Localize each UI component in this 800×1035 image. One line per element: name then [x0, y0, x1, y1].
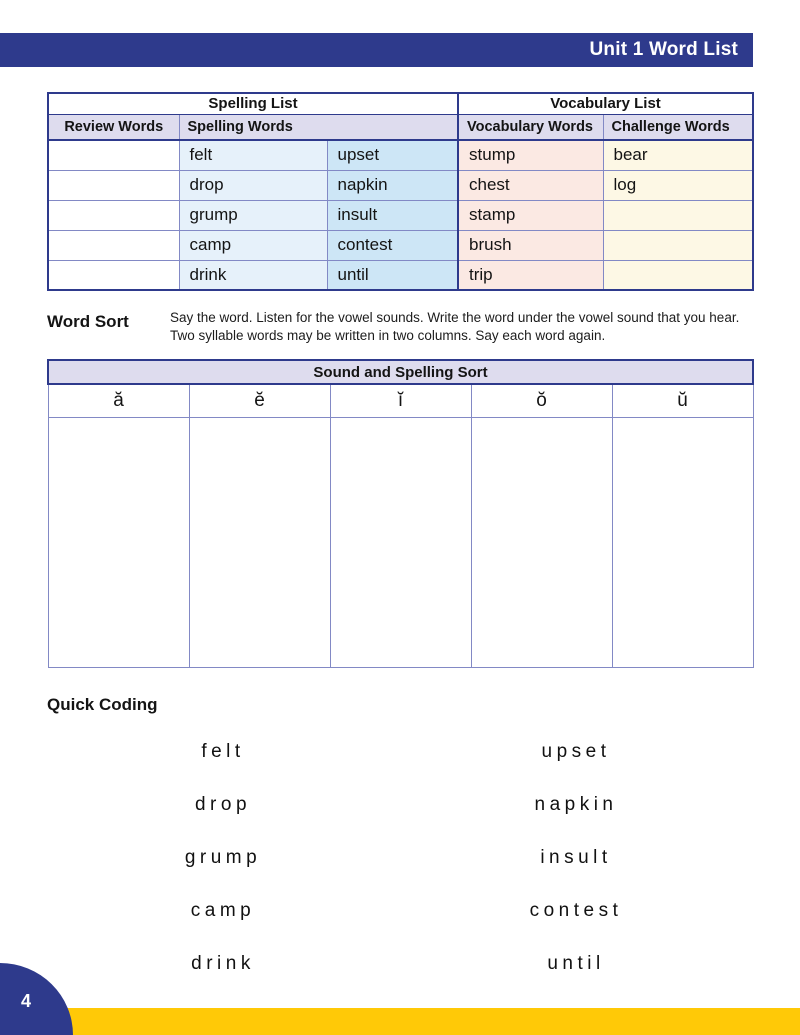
- challenge-word-cell: [603, 230, 753, 260]
- vocabulary-word-cell: chest: [458, 170, 603, 200]
- sort-vowel-row: [48, 384, 753, 417]
- sort-table-title: Sound and Spelling Sort: [48, 360, 753, 384]
- quick-coding-word: camp: [190, 900, 256, 921]
- quick-coding-row: [0, 900, 800, 924]
- table-row: [48, 200, 753, 230]
- spelling-words-header: Spelling Words: [179, 114, 458, 140]
- table-row: [48, 140, 753, 170]
- unit-title-banner: [0, 33, 753, 67]
- instruction-line: Two syllable words may be written in two columns. Say each word again.: [170, 327, 606, 343]
- page-title: Unit 1 Word List: [589, 39, 738, 60]
- vowel-header-o: ŏ: [471, 384, 612, 417]
- spelling-word-cell: drink: [179, 260, 327, 290]
- spelling-word-cell: napkin: [327, 170, 458, 200]
- review-cell: [48, 260, 179, 290]
- word-list-table: [47, 92, 754, 291]
- review-words-header: Review Words: [48, 114, 179, 140]
- review-cell: [48, 170, 179, 200]
- vocabulary-list-header: Vocabulary List: [458, 93, 753, 114]
- word-sort-instructions: [170, 309, 760, 344]
- challenge-word-cell: log: [603, 170, 753, 200]
- sort-write-area: [471, 417, 612, 667]
- page-number: 4: [21, 991, 32, 1011]
- quick-coding-heading: Quick Coding: [47, 695, 158, 714]
- sound-spelling-sort-table: [47, 359, 754, 668]
- word-sort-heading: Word Sort: [47, 312, 129, 331]
- sort-title-row: [48, 360, 753, 384]
- review-cell: [48, 140, 179, 170]
- quick-coding-word: upset: [541, 741, 611, 762]
- sort-write-area: [612, 417, 753, 667]
- sort-write-area: [189, 417, 330, 667]
- footer-accent-bar: [0, 1008, 800, 1035]
- sort-write-area: [330, 417, 471, 667]
- spelling-word-cell: insult: [327, 200, 458, 230]
- vowel-header-u: ŭ: [612, 384, 753, 417]
- spelling-word-cell: felt: [179, 140, 327, 170]
- quick-coding-row: [0, 847, 800, 871]
- quick-coding-word: napkin: [534, 794, 618, 815]
- quick-coding-word: felt: [201, 741, 245, 762]
- spelling-word-cell: contest: [327, 230, 458, 260]
- sort-body-row: [48, 417, 753, 667]
- sort-write-area: [48, 417, 189, 667]
- quick-coding-word: contest: [529, 900, 623, 921]
- vocabulary-word-cell: trip: [458, 260, 603, 290]
- spelling-word-cell: drop: [179, 170, 327, 200]
- vowel-header-a: ă: [48, 384, 189, 417]
- quick-coding-word: drink: [191, 953, 255, 974]
- vocabulary-words-header: Vocabulary Words: [458, 114, 603, 140]
- vowel-header-e: ĕ: [189, 384, 330, 417]
- quick-coding-row: [0, 794, 800, 818]
- challenge-word-cell: [603, 260, 753, 290]
- spelling-word-cell: upset: [327, 140, 458, 170]
- review-cell: [48, 200, 179, 230]
- group-header-row: [48, 93, 753, 114]
- spelling-word-cell: until: [327, 260, 458, 290]
- review-cell: [48, 230, 179, 260]
- instruction-line: Say the word. Listen for the vowel sounds. Write the word under the vowel sound that you hear.: [170, 310, 740, 325]
- challenge-word-cell: bear: [603, 140, 753, 170]
- quick-coding-word: until: [547, 953, 605, 974]
- vowel-header-i: ĭ: [330, 384, 471, 417]
- spelling-list-header: Spelling List: [48, 93, 458, 114]
- spelling-word-cell: camp: [179, 230, 327, 260]
- quick-coding-row: [0, 953, 800, 977]
- challenge-words-header: Challenge Words: [603, 114, 753, 140]
- table-row: [48, 230, 753, 260]
- quick-coding-word: drop: [194, 794, 252, 815]
- quick-coding-word: insult: [540, 847, 612, 868]
- quick-coding-word: grump: [184, 847, 262, 868]
- column-header-row: [48, 114, 753, 140]
- quick-coding-row: [0, 741, 800, 765]
- table-row: [48, 260, 753, 290]
- challenge-word-cell: [603, 200, 753, 230]
- vocabulary-word-cell: brush: [458, 230, 603, 260]
- vocabulary-word-cell: stamp: [458, 200, 603, 230]
- spelling-word-cell: grump: [179, 200, 327, 230]
- vocabulary-word-cell: stump: [458, 140, 603, 170]
- table-row: [48, 170, 753, 200]
